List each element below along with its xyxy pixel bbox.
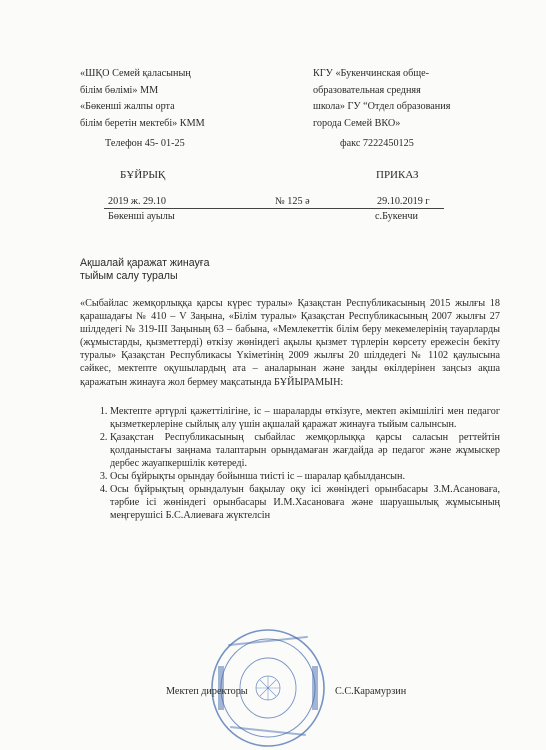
subject-line: тыйым салу туралы xyxy=(80,270,178,282)
header-right-line: образовательная средняя xyxy=(313,84,421,96)
order-item: 4. Осы бұйрықтың орындалуын бақылау оқу ісі жөніндегі орынбасары З.М.Асановаға, тәрбие ісі жөніндегі орынбасары И.М.Хасановаға және шаруашылық жұмысының меңгерушісі Б.С.Алиеваға жүктелсін xyxy=(110,483,500,522)
order-item: 2. Қазақстан Республикасының сыбайлас жемқорлыққа қарсы саласын реттейтін қолданыстағы заңнама талаптарын орындамаған жағдайда әр педагог және жұмыскер дербес жауапкершілік көтереді. xyxy=(110,431,500,470)
header-right xyxy=(313,66,450,132)
order-item: 1. Мектепте әртүрлі қажеттілігіне, іс – шараларды өткізуге, мектеп әкімшілігі мен педагог қызметкерлеріне сыйлық алу үшін ақшалай қаражат жинауға тыйым салынсын. xyxy=(110,405,500,431)
order-item: 3. Осы бұйрықты орындау бойынша тиісті іс – шаралар қабылдансын. xyxy=(110,470,500,483)
document-body xyxy=(80,297,500,523)
body-paragraph: «Сыбайлас жемқорлыққа қарсы күрес туралы» Қазақстан Республикасының 2015 жылғы 18 қарашадағы № 410 – V Заңына, «Білім туралы» Қазақстан Республикасының 2007 жылғы 27 шілдедегі № 319-ІІІ Заңының 63 – бабына, «Мемлекеттік білім беру мекемелерінің тауарларды (жұмыстарды, қызметтерді) өткізу жөніндегі ақылы қызмет түрлерін көрсету ережесін бекіту туралы» Қазақстан Республикасы Үкіметінің 2009 жылғы 20 шілдедегі № 1102 қаулысына сәйкес, мектепте оқушылардың ата – аналарынан және заңды өкілдерінен заңсыз ақша қаражатын жинауға жол бермеу мақсатында БҰЙЫРАМЫН: xyxy=(80,298,500,388)
header-right-line: КГУ «Букенчинская обще- xyxy=(313,68,430,79)
header-left-line: білім беретін мектебі» КММ xyxy=(80,117,205,129)
header-right-line: школа» ГУ “Отдел образования xyxy=(313,101,451,112)
order-list xyxy=(80,405,500,523)
fax-number: факс 7222450125 xyxy=(340,138,414,149)
title-russian: ПРИКАЗ xyxy=(376,169,419,181)
header-left-line: «ШҚО Семей қаласының xyxy=(80,68,191,79)
title-kazakh: БҰЙРЫҚ xyxy=(120,169,166,181)
place-russian: с.Букенчи xyxy=(375,211,419,222)
header-right-line: города Семей ВКО» xyxy=(313,117,401,129)
date-underline xyxy=(104,208,444,209)
subject xyxy=(80,257,330,283)
header-left-line: білім бөлімі» ММ xyxy=(80,84,159,96)
date-kazakh: 2019 ж. 29.10 xyxy=(108,196,166,207)
date-russian: 29.10.2019 г xyxy=(377,196,430,207)
signature-name: С.С.Карамурзин xyxy=(335,686,407,697)
place-kazakh: Бөкеншi ауылы xyxy=(108,211,175,222)
order-number: № 125 ә xyxy=(275,196,310,207)
subject-line: Ақшалай қаражат жинауға xyxy=(80,257,210,269)
header-left-line: «Бөкеншi жалпы орта xyxy=(80,101,175,112)
signature-role: Мектеп директоры xyxy=(166,686,248,697)
header-left xyxy=(80,66,205,132)
phone-number: Телефон 45- 01-25 xyxy=(105,138,185,149)
